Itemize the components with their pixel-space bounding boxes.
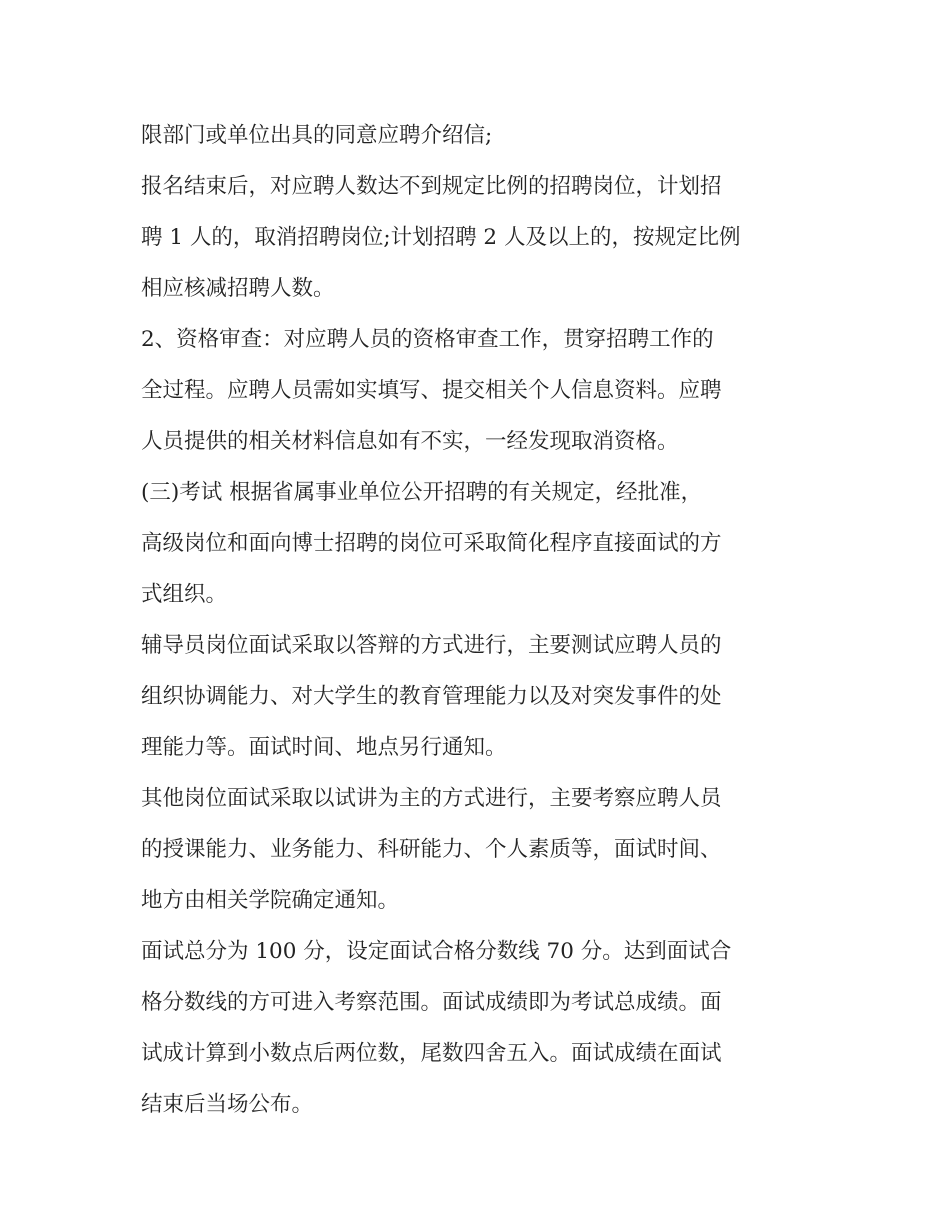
text-line: 高级岗位和面向博士招聘的岗位可采取简化程序直接面试的方 bbox=[141, 531, 722, 556]
text-line: 结束后当场公布。 bbox=[141, 1092, 314, 1117]
text-line: 人员提供的相关材料信息如有不实，一经发现取消资格。 bbox=[141, 429, 679, 454]
text-line: 全过程。应聘人员需如实填写、提交相关个人信息资料。应聘 bbox=[141, 378, 722, 403]
text-line: (三)考试 根据省属事业单位公开招聘的有关规定，经批准， bbox=[141, 480, 703, 505]
text-line: 限部门或单位出具的同意应聘介绍信; bbox=[141, 123, 493, 148]
text-line: 地方由相关学院确定通知。 bbox=[141, 888, 400, 913]
text-line: 试成计算到小数点后两位数，尾数四舍五入。面试成绩在面试 bbox=[141, 1041, 722, 1066]
text-line: 相应核减招聘人数。 bbox=[141, 276, 335, 301]
text-line: 的授课能力、业务能力、科研能力、个人素质等，面试时间、 bbox=[141, 837, 722, 862]
text-line: 报名结束后，对应聘人数达不到规定比例的招聘岗位，计划招 bbox=[141, 174, 722, 199]
text-line: 理能力等。面试时间、地点另行通知。 bbox=[141, 735, 507, 760]
text-line: 格分数线的方可进入考察范围。面试成绩即为考试总成绩。面 bbox=[141, 990, 722, 1015]
document-body bbox=[141, 110, 821, 1130]
text-line: 辅导员岗位面试采取以答辩的方式进行，主要测试应聘人员的 bbox=[141, 633, 722, 658]
text-line: 面试总分为 100 分，设定面试合格分数线 70 分。达到面试合 bbox=[141, 939, 732, 964]
text-line: 其他岗位面试采取以试讲为主的方式进行，主要考察应聘人员 bbox=[141, 786, 722, 811]
text-line: 式组织。 bbox=[141, 582, 228, 607]
text-line: 聘 1 人的，取消招聘岗位;计划招聘 2 人及以上的，按规定比例 bbox=[141, 225, 741, 250]
text-line: 组织协调能力、对大学生的教育管理能力以及对突发事件的处 bbox=[141, 684, 722, 709]
text-line: 2、资格审查：对应聘人员的资格审查工作，贯穿招聘工作的 bbox=[141, 327, 714, 352]
